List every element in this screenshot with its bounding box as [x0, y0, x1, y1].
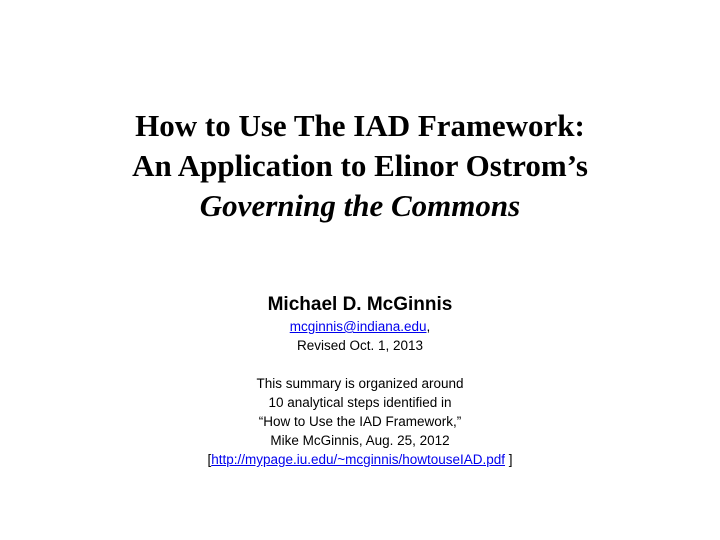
email-suffix: ,: [426, 319, 431, 334]
summary-line-4: Mike McGinnis, Aug. 25, 2012: [270, 433, 450, 448]
bracket-open: [: [207, 452, 212, 467]
author-block: [60, 293, 660, 469]
revised-date: Revised Oct. 1, 2013: [296, 338, 424, 353]
author-name: Michael D. McGinnis: [267, 294, 453, 315]
reference-line: [60, 450, 660, 469]
spacer: [60, 355, 660, 374]
email-line: [60, 317, 660, 336]
bracket-close: ]: [505, 452, 513, 467]
title-line-1: How to Use The IAD Framework:: [135, 108, 585, 143]
email-link[interactable]: mcginnis@indiana.edu: [289, 319, 427, 334]
reference-link[interactable]: http://mypage.iu.edu/~mcginnis/howtouseIAD.pdf: [211, 452, 506, 467]
title-line-2: An Application to Elinor Ostrom’s: [132, 148, 588, 183]
summary-line-2: 10 analytical steps identified in: [268, 395, 452, 410]
title-line-3: Governing the Commons: [199, 188, 521, 223]
slide-title: [60, 106, 660, 226]
summary-line-3: “How to Use the IAD Framework,”: [258, 414, 462, 429]
summary-line-1: This summary is organized around: [256, 376, 464, 391]
